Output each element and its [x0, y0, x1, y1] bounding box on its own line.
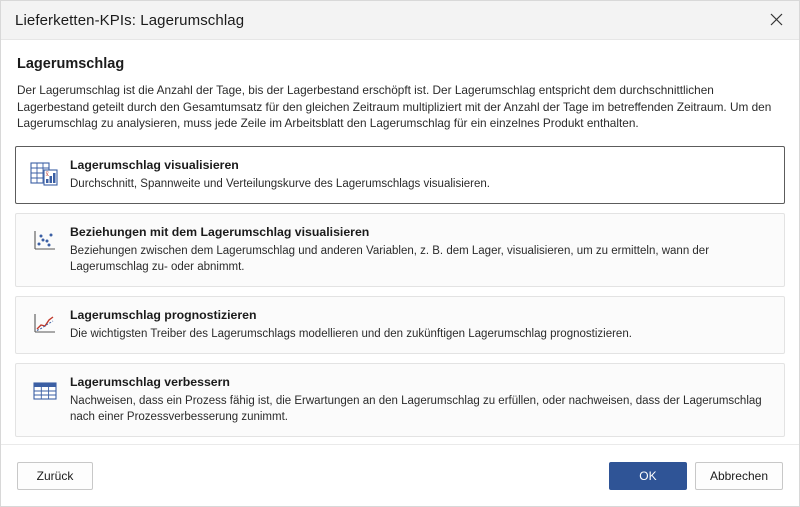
close-button[interactable] — [753, 1, 799, 38]
option-list — [15, 146, 785, 437]
option-text — [70, 158, 770, 192]
option-title: Lagerumschlag visualisieren — [70, 157, 239, 172]
title-bar — [1, 1, 799, 40]
option-description: Durchschnitt, Spannweite und Verteilungskurve des Lagerumschlags visualisieren. — [70, 177, 490, 190]
svg-text:x̄: x̄ — [45, 169, 49, 178]
option-card-beziehungen[interactable] — [15, 213, 785, 287]
option-title: Lagerumschlag verbessern — [70, 374, 230, 389]
scatter-plot-icon — [28, 226, 62, 256]
option-text — [70, 375, 770, 425]
spreadsheet-chart-icon — [28, 159, 62, 189]
window-title: Lieferketten-KPIs: Lagerumschlag — [15, 11, 245, 29]
option-card-verbessern[interactable] — [15, 363, 785, 437]
cancel-button[interactable]: Abbrechen — [695, 462, 783, 490]
page-description: Der Lagerumschlag ist die Anzahl der Tage, bis der Lagerbestand erschöpft ist. Der Lagerumschlag entspricht dem durchschnittlichen Lagerbestand geteilt durch den Gesamtumsatz für den gleichen Zeitraum multipliziert mit der Anzahl der Tage im betreffenden Zeitraum. Um den Lagerumschlag zu analysieren, muss jede Zeile im Arbeitsblatt den Lagerumschlag für ein einzelnes Produkt enthalten. — [17, 83, 772, 130]
back-button[interactable]: Zurück — [17, 462, 93, 490]
footer-right-group — [609, 462, 783, 490]
footer-left-group — [17, 462, 93, 490]
option-description: Beziehungen zwischen dem Lagerumschlag und anderen Variablen, z. B. dem Lager, visualisieren, um zu ermitteln, wann der Lagerumschlag zu- oder abnimmt. — [70, 244, 710, 273]
ok-button[interactable]: OK — [609, 462, 687, 490]
table-grid-icon — [28, 376, 62, 406]
option-description: Nachweisen, dass ein Prozess fähig ist, die Erwartungen an den Lagerumschlag zu erfüllen, oder nachweisen, dass der Lagerumschlag nach einer Prozessverbesserung zunimmt. — [70, 394, 762, 423]
option-card-visualisieren[interactable] — [15, 146, 785, 204]
dialog-content — [1, 40, 799, 444]
close-icon — [770, 13, 783, 26]
option-text — [70, 225, 770, 275]
option-card-prognostizieren[interactable] — [15, 296, 785, 354]
option-text — [70, 308, 770, 342]
option-title: Beziehungen mit dem Lagerumschlag visualisieren — [70, 224, 370, 239]
option-title: Lagerumschlag prognostizieren — [70, 307, 257, 322]
dialog-footer — [1, 444, 799, 506]
trend-line-chart-icon — [28, 309, 62, 339]
option-description: Die wichtigsten Treiber des Lagerumschlags modellieren und den zukünftigen Lagerumschlag prognostizieren. — [70, 327, 632, 340]
page-title: Lagerumschlag — [17, 56, 125, 72]
